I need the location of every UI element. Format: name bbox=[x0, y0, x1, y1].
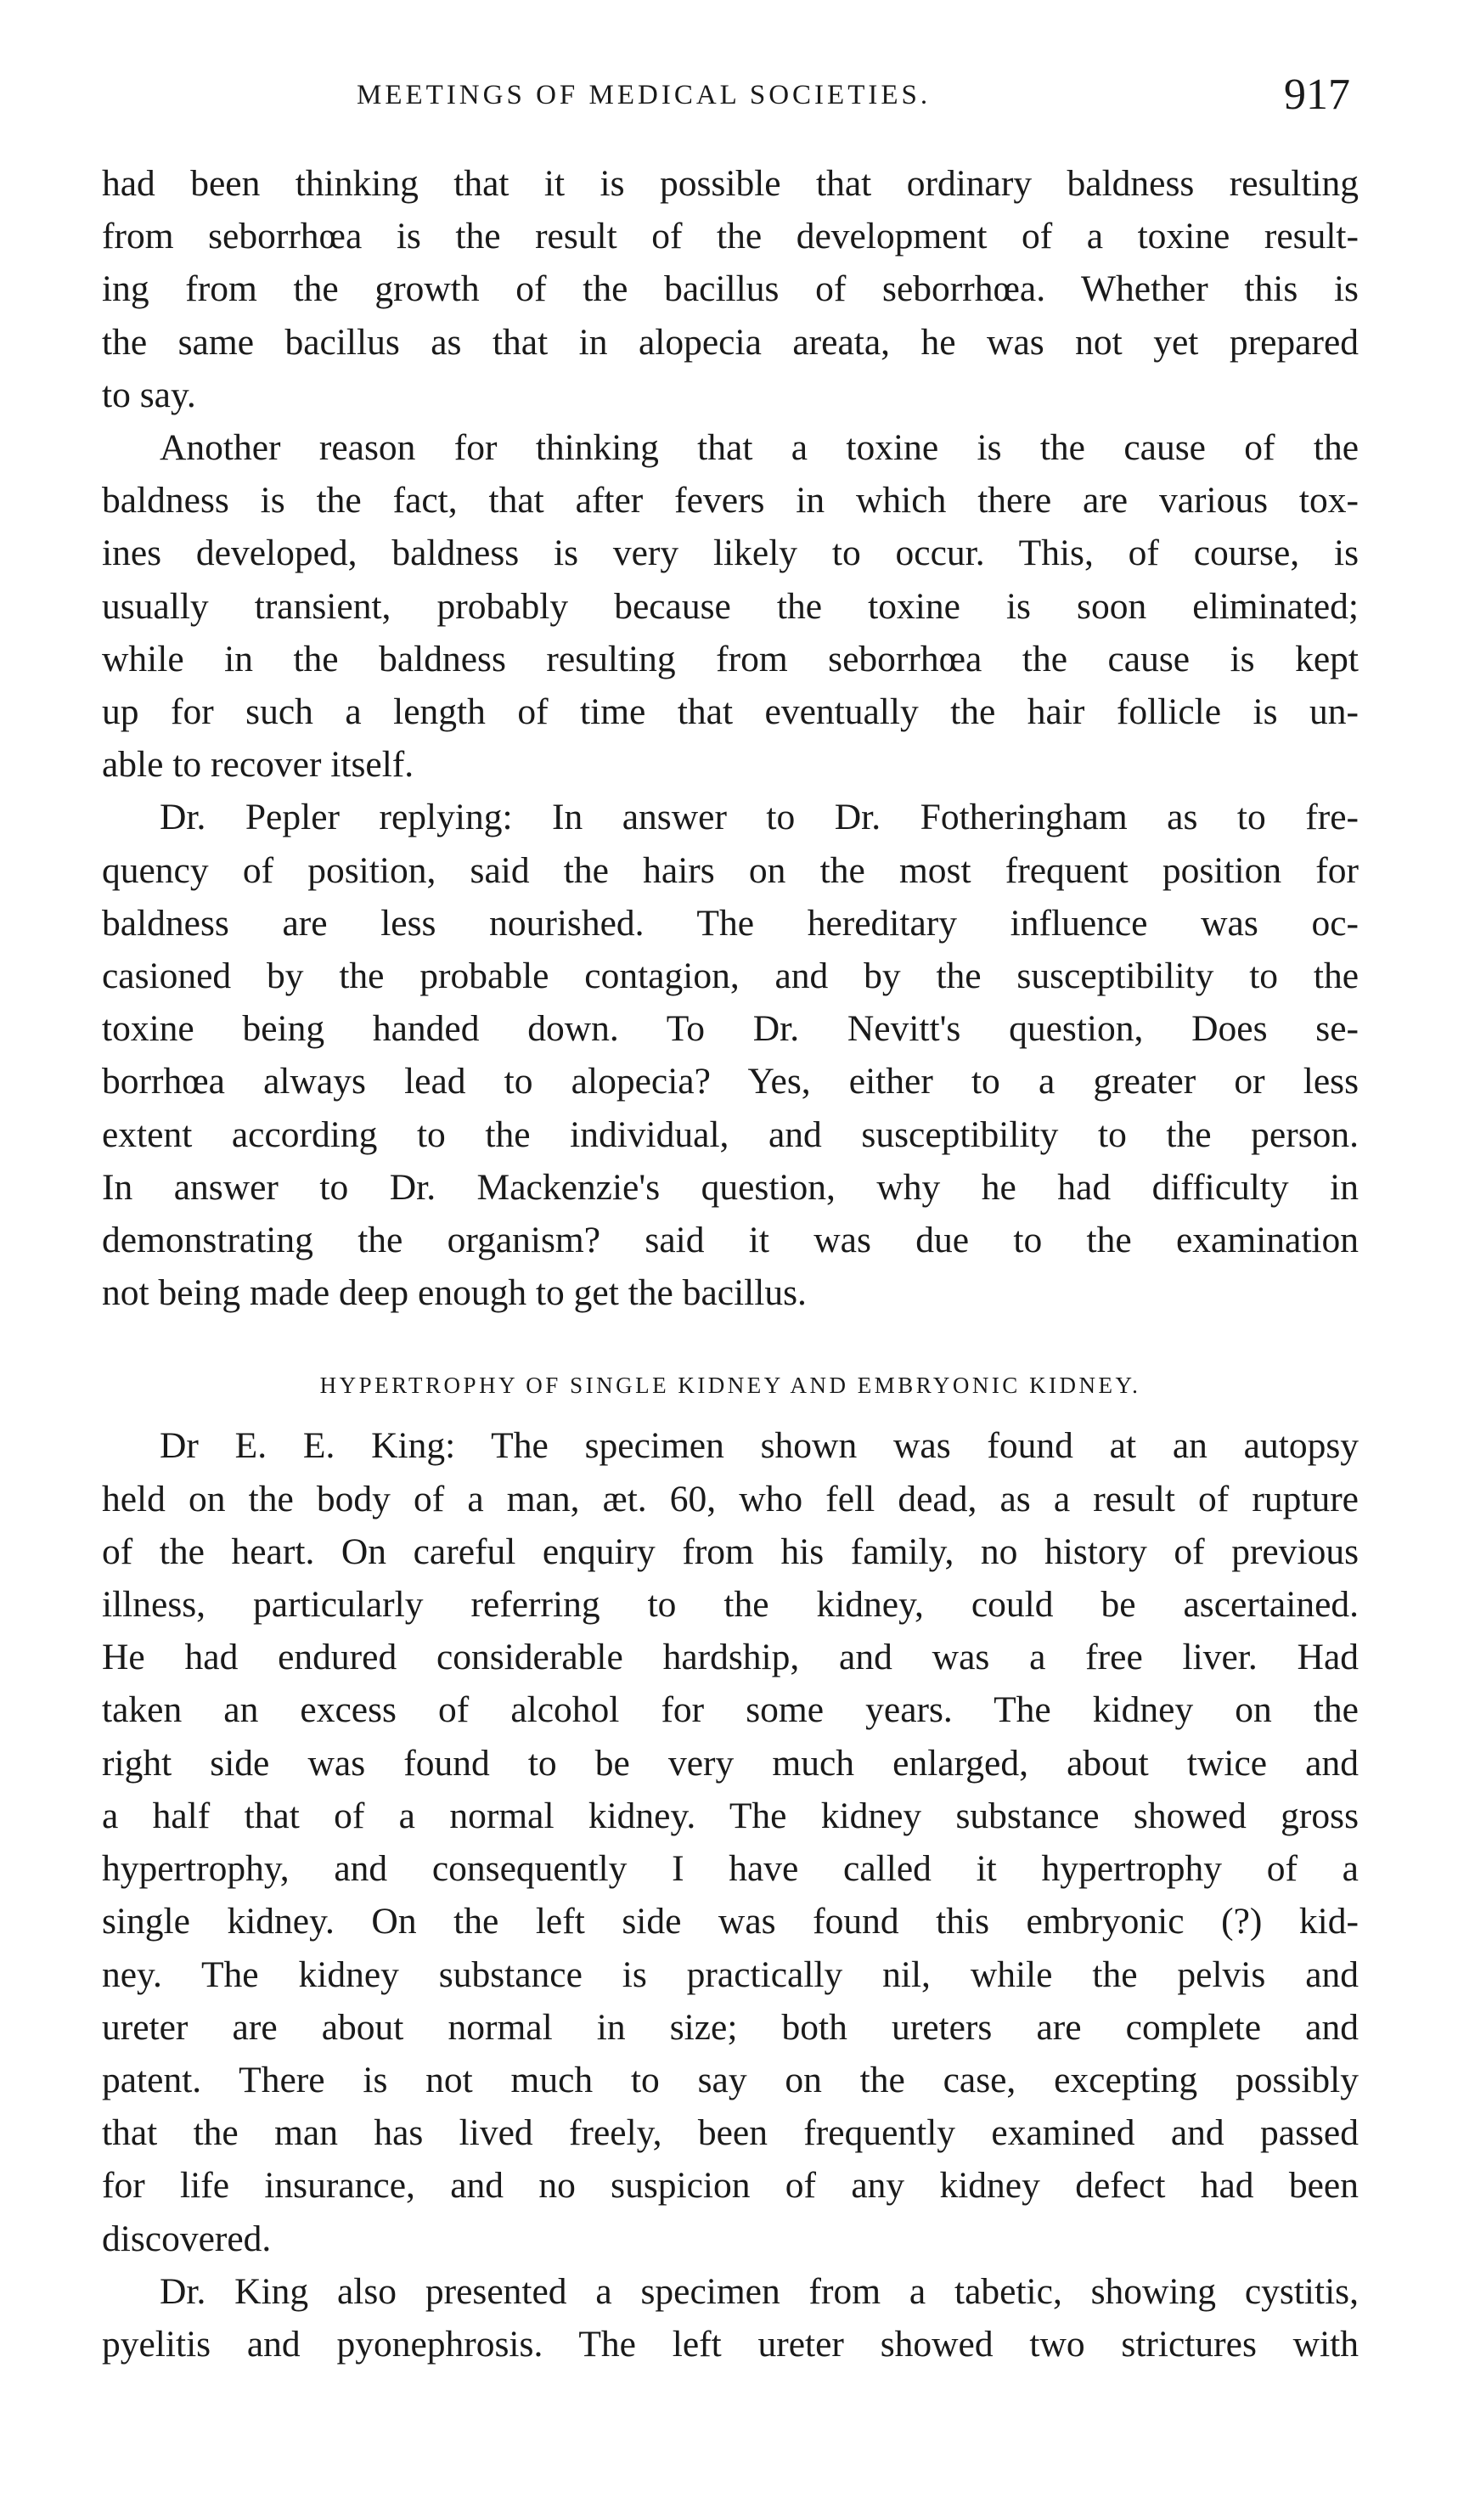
text-line: able to recover itself. bbox=[102, 744, 414, 786]
text-line: held on the body of a man, æt. 60, who fell dead, as a result of rupture bbox=[102, 1478, 1359, 1519]
paragraph bbox=[102, 2265, 1359, 2371]
text-line: hypertrophy, and consequently I have called it hypertrophy of a bbox=[102, 1848, 1359, 1890]
text-line: In answer to Dr. Mackenzie's question, why he had difficulty in bbox=[102, 1166, 1359, 1208]
text-line: usually transient, probably because the toxine is soon eliminated; bbox=[102, 585, 1359, 627]
text-line: ureter are about normal in size; both ureters are complete and bbox=[102, 2006, 1359, 2048]
text-line: baldness are less nourished. The hereditary influence was oc- bbox=[102, 902, 1359, 944]
paragraph bbox=[102, 791, 1359, 1319]
paragraph bbox=[102, 1419, 1359, 2264]
page-number: 917 bbox=[1284, 70, 1350, 119]
text-line: casioned by the probable contagion, and by the susceptibility to the bbox=[102, 956, 1359, 997]
text-line: right side was found to be very much enlarged, about twice and bbox=[102, 1742, 1359, 1784]
paragraph bbox=[102, 157, 1359, 421]
text-line: Dr. Pepler replying: In answer to Dr. Fotheringham as to fre- bbox=[160, 797, 1359, 838]
text-line: quency of position, said the hairs on the most frequent position for bbox=[102, 849, 1359, 891]
text-line: had been thinking that it is possible that ordinary baldness resulting bbox=[102, 163, 1359, 204]
text-line: up for such a length of time that eventually the hair follicle is un- bbox=[102, 691, 1359, 733]
text-line: demonstrating the organism? said it was due to the examination bbox=[102, 1220, 1359, 1261]
text-line: while in the baldness resulting from seborrhœa the cause is kept bbox=[102, 638, 1359, 679]
text-line: baldness is the fact, that after fevers in which there are various tox- bbox=[102, 480, 1359, 521]
text-line: Dr E. E. King: The specimen shown was found at an autopsy bbox=[160, 1425, 1359, 1467]
section-heading: HYPERTROPHY OF SINGLE KIDNEY AND EMBRYONIC KIDNEY. bbox=[319, 1373, 1141, 1399]
running-title: MEETINGS OF MEDICAL SOCIETIES. bbox=[357, 80, 932, 110]
text-line: ing from the growth of the bacillus of seborrhœa. Whether this is bbox=[102, 268, 1359, 310]
text-line: to say. bbox=[102, 374, 196, 415]
text-line: from seborrhœa is the result of the development of a toxine result- bbox=[102, 216, 1359, 257]
text-line: for life insurance, and no suspicion of any kidney defect had been bbox=[102, 2165, 1359, 2207]
text-line: pyelitis and pyonephrosis. The left ureter showed two strictures with bbox=[102, 2323, 1359, 2365]
text-line: borrhœa always lead to alopecia? Yes, either to a greater or less bbox=[102, 1061, 1359, 1102]
text-line: the same bacillus as that in alopecia areata, he was not yet prepared bbox=[102, 321, 1359, 363]
text-line: Another reason for thinking that a toxine is the cause of the bbox=[160, 427, 1359, 469]
paragraph bbox=[102, 421, 1359, 791]
text-line: of the heart. On careful enquiry from his family, no history of previous bbox=[102, 1531, 1359, 1572]
text-line: Dr. King also presented a specimen from a tabetic, showing cystitis, bbox=[160, 2270, 1359, 2312]
text-line: not being made deep enough to get the bacillus. bbox=[102, 1272, 807, 1314]
text-line: discovered. bbox=[102, 2218, 272, 2259]
text-line: that the man has lived freely, been frequently examined and passed bbox=[102, 2112, 1359, 2154]
text-line: ney. The kidney substance is practically nil, while the pelvis and bbox=[102, 1953, 1359, 1995]
running-head bbox=[102, 70, 1359, 138]
text-line: taken an excess of alcohol for some years. The kidney on the bbox=[102, 1689, 1359, 1731]
text-line: single kidney. On the left side was found this embryonic (?) kid- bbox=[102, 1901, 1359, 1942]
text-line: patent. There is not much to say on the case, excepting possibly bbox=[102, 2059, 1359, 2100]
body-text bbox=[102, 157, 1359, 2371]
text-line: illness, particularly referring to the kidney, could be ascertained. bbox=[102, 1584, 1359, 1626]
text-line: toxine being handed down. To Dr. Nevitt's question, Does se- bbox=[102, 1008, 1359, 1050]
text-line: He had endured considerable hardship, and was a free liver. Had bbox=[102, 1637, 1359, 1678]
text-line: a half that of a normal kidney. The kidney substance showed gross bbox=[102, 1795, 1359, 1836]
text-line: extent according to the individual, and susceptibility to the person. bbox=[102, 1113, 1359, 1155]
text-line: ines developed, baldness is very likely to occur. This, of course, is bbox=[102, 533, 1359, 574]
